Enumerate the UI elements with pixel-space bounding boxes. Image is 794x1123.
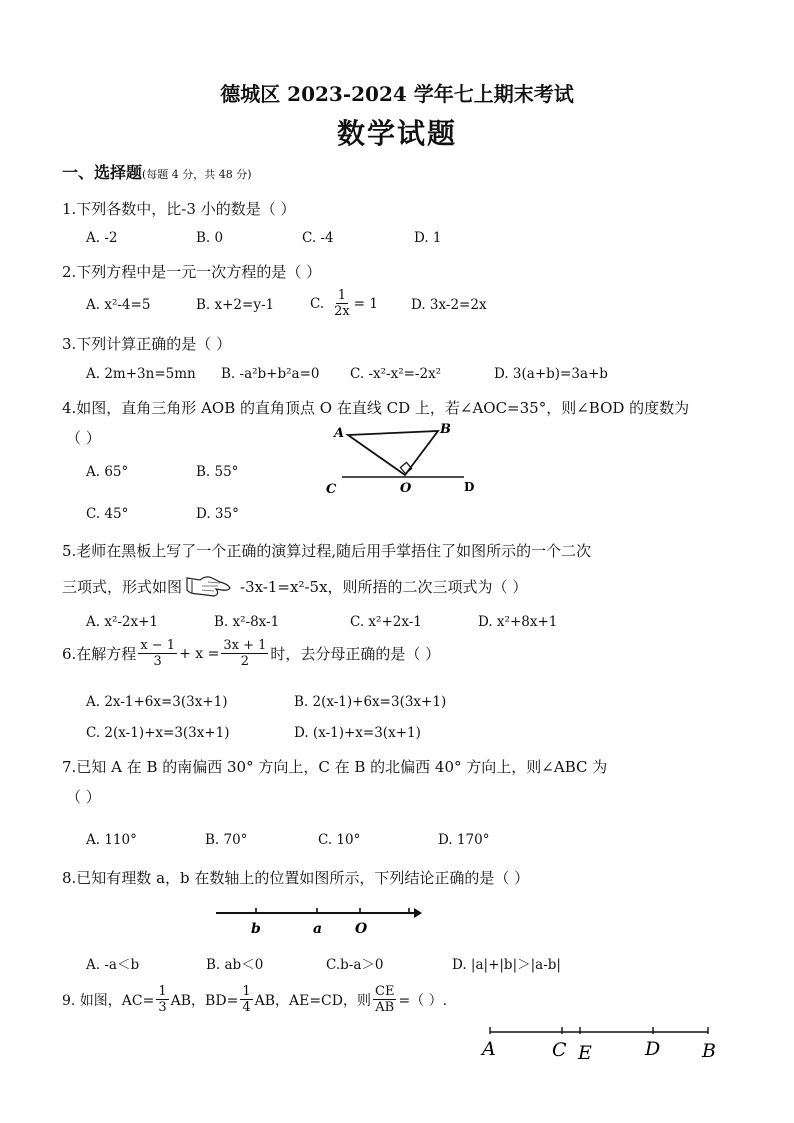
q5-option-b: B. x²-8x-1 bbox=[214, 614, 280, 630]
q9-stem-pre: 9. 如图，AC= bbox=[62, 992, 155, 1009]
q5-option-d: D. x²+8x+1 bbox=[478, 614, 558, 630]
q7-option-d: D. 170° bbox=[438, 832, 490, 848]
q4-option-c: C. 45° bbox=[86, 506, 129, 522]
q6-stem bbox=[62, 638, 440, 669]
q5-option-c: C. x²+2x-1 bbox=[350, 614, 422, 630]
section-title: 一、选择题 bbox=[62, 163, 143, 182]
fraction-numerator: 1 bbox=[242, 984, 251, 999]
q1-stem: 1.下列各数中，比-3 小的数是（ ） bbox=[62, 200, 296, 218]
q5-option-a: A. x²-2x+1 bbox=[86, 614, 159, 630]
q8-number-line bbox=[210, 898, 430, 938]
fraction-numerator: CE bbox=[375, 984, 395, 999]
fraction-denominator: 4 bbox=[242, 1000, 251, 1015]
fraction-numerator: 3x + 1 bbox=[223, 638, 267, 653]
label-a: a bbox=[313, 921, 323, 937]
q9-segment-figure bbox=[478, 1022, 728, 1064]
q3-option-a: A. 2m+3n=5mn bbox=[86, 366, 196, 382]
q4-triangle-figure bbox=[320, 415, 480, 500]
label-c: C bbox=[326, 482, 337, 497]
q9-fraction-ce-ab bbox=[373, 984, 396, 1015]
label-e: E bbox=[578, 1042, 592, 1064]
q9-stem-post: =（ ）. bbox=[398, 992, 448, 1009]
axis-arrow-icon bbox=[414, 908, 422, 918]
q1-option-a: A. -2 bbox=[86, 230, 118, 246]
section-note: (每题 4 分，共 48 分) bbox=[142, 168, 252, 181]
q3-option-c: C. -x²-x²=-2x² bbox=[350, 366, 442, 382]
q2-option-d: D. 3x-2=2x bbox=[411, 297, 487, 313]
label-d: D bbox=[645, 1038, 661, 1060]
q3-stem: 3.下列计算正确的是（ ） bbox=[62, 335, 232, 353]
label-o: O bbox=[355, 921, 368, 937]
q1-option-b: B. 0 bbox=[196, 230, 224, 246]
q8-option-d: D. |a|+|b|＞|a-b| bbox=[452, 957, 561, 973]
q5-stem: 5.老师在黑板上写了一个正确的演算过程,随后用手掌捂住了如图所示的一个二次 bbox=[62, 542, 592, 560]
fraction-denominator: 3 bbox=[153, 654, 162, 669]
q6-option-a: A. 2x-1+6x=3(3x+1) bbox=[86, 694, 228, 710]
q3-option-d: D. 3(a+b)=3a+b bbox=[494, 366, 608, 382]
q4-stem: 4.如图，直角三角形 AOB 的直角顶点 O 在直线 CD 上，若∠AOC=35°，则∠BOD 的度数为 bbox=[62, 399, 690, 417]
q2-c-label: C. bbox=[310, 295, 325, 312]
exam-title: 德城区 2023-2024 学年七上期末考试 bbox=[220, 82, 574, 106]
q6-stem-mid: + x = bbox=[179, 645, 220, 662]
q9-stem bbox=[62, 984, 447, 1015]
q7-option-c: C. 10° bbox=[318, 832, 361, 848]
q5-stem-post: -3x-1=x²-5x，则所捂的二次三项式为（ ） bbox=[240, 577, 528, 596]
label-b: B bbox=[440, 422, 451, 437]
label-c: C bbox=[552, 1039, 567, 1061]
q9-stem-mid1: AB，BD= bbox=[170, 992, 239, 1009]
q7-option-a: A. 110° bbox=[86, 832, 137, 848]
q2-stem: 2.下列方程中是一元一次方程的是（ ） bbox=[62, 263, 322, 281]
q9-fraction-ac bbox=[156, 984, 168, 1015]
q5-stem-line2 bbox=[62, 572, 527, 600]
label-b: B bbox=[702, 1040, 716, 1062]
q2-option-b: B. x+2=y-1 bbox=[196, 297, 275, 313]
q6-option-b: B. 2(x-1)+6x=3(3x+1) bbox=[294, 694, 447, 710]
q7-stem-paren: （ ） bbox=[66, 788, 101, 806]
fraction-denominator: 2 bbox=[240, 654, 249, 669]
q8-option-a: A. -a＜b bbox=[86, 957, 140, 973]
q8-option-c: C.b-a＞0 bbox=[326, 957, 384, 973]
fraction-numerator: 1 bbox=[337, 288, 347, 303]
section-heading bbox=[62, 160, 252, 183]
fraction-denominator: AB bbox=[375, 1000, 395, 1015]
q2-option-a: A. x²-4=5 bbox=[86, 297, 151, 313]
label-o: O bbox=[400, 481, 412, 496]
q6-fraction-right bbox=[221, 638, 268, 669]
q5-stem-pre: 三项式，形式如图 bbox=[62, 577, 183, 596]
q4-option-a: A. 65° bbox=[86, 464, 129, 480]
triangle-aob bbox=[348, 431, 438, 475]
q8-stem: 8.已知有理数 a，b 在数轴上的位置如图所示，下列结论正确的是（ ） bbox=[62, 869, 530, 887]
q7-stem: 7.已知 A 在 B 的南偏西 30° 方向上，C 在 B 的北偏西 40° 方向上，则∠ABC 为 bbox=[62, 758, 608, 776]
q1-option-c: C. -4 bbox=[302, 230, 334, 246]
exam-subtitle: 数学试题 bbox=[336, 117, 457, 150]
q9-fraction-bd bbox=[240, 984, 252, 1015]
q6-option-d: D. (x-1)+x=3(x+1) bbox=[294, 725, 421, 741]
q7-option-b: B. 70° bbox=[205, 832, 248, 848]
label-d: D bbox=[464, 480, 475, 494]
q6-stem-post: 时，去分母正确的是（ ） bbox=[270, 645, 441, 663]
fraction-numerator: 1 bbox=[158, 984, 167, 999]
q4-option-d: D. 35° bbox=[196, 506, 239, 522]
q2-c-fraction bbox=[332, 288, 352, 319]
q9-stem-mid2: AB，AE=CD，则 bbox=[254, 992, 371, 1009]
hand-icon bbox=[184, 572, 232, 600]
label-a: A bbox=[482, 1038, 496, 1060]
q4-option-b: B. 55° bbox=[196, 464, 239, 480]
fraction-numerator: x − 1 bbox=[140, 638, 176, 653]
q8-option-b: B. ab＜0 bbox=[206, 957, 264, 973]
q6-fraction-left bbox=[138, 638, 177, 669]
q3-option-b: B. -a²b+b²a=0 bbox=[221, 366, 320, 382]
q6-option-c: C. 2(x-1)+x=3(3x+1) bbox=[86, 725, 230, 741]
label-a: A bbox=[334, 426, 345, 441]
q2-c-rest: = 1 bbox=[353, 295, 378, 312]
q2-option-c bbox=[310, 288, 378, 319]
fraction-denominator: 2x bbox=[334, 304, 350, 319]
q6-stem-pre: 6.在解方程 bbox=[62, 645, 137, 663]
fraction-denominator: 3 bbox=[158, 1000, 167, 1015]
q1-option-d: D. 1 bbox=[414, 230, 442, 246]
q4-stem-paren: （ ） bbox=[66, 429, 101, 447]
label-b: b bbox=[251, 921, 261, 937]
